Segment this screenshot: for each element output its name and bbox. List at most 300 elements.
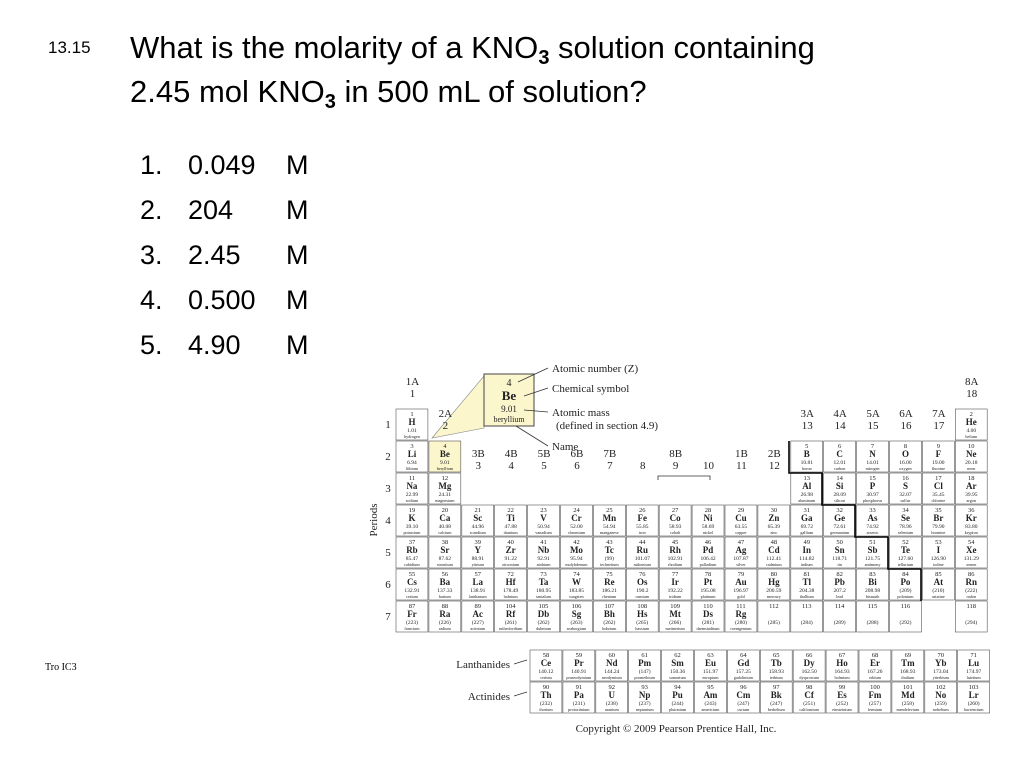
atomic-number: 10 [968, 443, 975, 450]
element-symbol: Es [837, 690, 847, 700]
group-label-letter: 6A [899, 408, 913, 420]
atomic-mass: 12.01 [833, 460, 846, 466]
atomic-number: 70 [937, 652, 944, 659]
element-name: mercury [766, 594, 781, 599]
element-symbol: U [608, 690, 615, 700]
element-symbol: F [935, 449, 942, 459]
atomic-mass: 204.38 [799, 588, 815, 594]
element-name: zinc [770, 530, 778, 535]
element-name: boron [801, 466, 812, 471]
atomic-mass: 74.92 [866, 524, 879, 530]
atomic-number: 77 [671, 571, 679, 578]
element-name: cobalt [670, 530, 681, 535]
atomic-mass: (222) [965, 588, 978, 594]
atomic-mass: 101.07 [634, 556, 650, 562]
element-name: seaborgium [566, 626, 587, 631]
element-cell [528, 601, 560, 632]
atomic-number: 4 [443, 443, 447, 450]
element-cell [890, 569, 922, 600]
element-symbol: S [902, 481, 908, 491]
atomic-mass: 10.81 [800, 460, 813, 466]
element-symbol: Ca [439, 513, 451, 523]
atomic-number: 5 [805, 443, 809, 450]
atomic-mass: (284) [800, 620, 813, 626]
element-cell [659, 601, 691, 632]
element-name: aluminum [798, 498, 816, 503]
element-symbol: As [867, 513, 878, 523]
atomic-number: 110 [703, 603, 713, 610]
group-label-letter: 5B [537, 448, 551, 460]
atomic-mass: (209) [899, 588, 912, 594]
atomic-mass: 132.91 [404, 588, 420, 594]
element-name: oxygen [899, 466, 912, 471]
atomic-mass: (289) [833, 620, 846, 626]
legend-chemical-symbol-label: Chemical symbol [552, 383, 630, 395]
element-name: gold [737, 594, 745, 599]
group-label-letter: 4A [833, 408, 847, 420]
answer-option-2[interactable]: 2. 204 M [140, 195, 309, 225]
atomic-mass: 195.08 [700, 588, 716, 594]
element-cell [396, 537, 428, 568]
element-name: silicon [834, 498, 846, 503]
atomic-number: 13 [803, 475, 810, 482]
element-name: magnesium [435, 498, 455, 503]
element-name: terbium [769, 675, 783, 680]
atomic-mass: 196.97 [733, 588, 749, 594]
element-cell [727, 650, 759, 681]
element-symbol: C [836, 449, 843, 459]
atomic-mass: 39.10 [405, 524, 419, 530]
atomic-number: 65 [773, 652, 780, 659]
element-name: rhodium [668, 562, 683, 567]
element-cell [626, 505, 658, 536]
atomic-number: 18 [968, 475, 975, 482]
atomic-mass: 168.93 [900, 669, 916, 675]
atomic-mass: 50.94 [537, 524, 550, 530]
element-cell [892, 650, 924, 681]
element-name: rubidium [404, 562, 420, 567]
atomic-mass: 83.80 [965, 524, 978, 530]
element-name: iodine [933, 562, 944, 567]
element-symbol: Dy [803, 658, 815, 668]
element-name: strontium [436, 562, 453, 567]
atomic-mass: 173.04 [933, 669, 949, 675]
group-label-number: 6 [574, 460, 580, 472]
atomic-mass: 95.94 [570, 556, 583, 562]
group-label-letter: 5A [866, 408, 880, 420]
element-cell [530, 650, 562, 681]
atomic-number: 71 [970, 652, 977, 659]
element-cell [725, 569, 757, 600]
atomic-mass: 55.85 [636, 524, 649, 530]
atomic-mass: (288) [866, 620, 879, 626]
atomic-mass: (243) [704, 701, 717, 707]
atomic-mass: 69.72 [800, 524, 813, 530]
atomic-number: 98 [805, 684, 813, 691]
element-name: lawrencium [963, 707, 984, 712]
element-cell [462, 601, 494, 632]
element-symbol: Cm [736, 690, 751, 700]
element-symbol: Bk [770, 690, 782, 700]
element-name: potassium [403, 530, 421, 535]
atomic-number: 29 [737, 507, 745, 514]
atomic-number: 12 [441, 475, 449, 482]
atomic-number: 93 [641, 684, 648, 691]
element-symbol: N [869, 449, 876, 459]
element-symbol: Ho [836, 658, 848, 668]
legend-atomic-number-label: Atomic number (Z) [552, 363, 639, 375]
element-name: roentgenium [730, 626, 752, 631]
atomic-number: 33 [869, 507, 876, 514]
element-name: uranium [604, 707, 619, 712]
element-cell [462, 537, 494, 568]
atomic-mass: (232) [539, 701, 552, 707]
atomic-mass: 88.91 [471, 556, 484, 562]
atomic-number: 99 [838, 684, 846, 691]
element-symbol: Ba [439, 577, 451, 587]
element-name: niobium [536, 562, 551, 567]
element-symbol: Eu [704, 658, 716, 668]
period-number: 5 [385, 547, 391, 559]
element-cell [758, 569, 790, 600]
element-cell [890, 441, 922, 472]
element-symbol: K [408, 513, 416, 523]
element-symbol: Cu [735, 513, 747, 523]
atomic-number: 40 [507, 539, 514, 546]
element-cell [955, 473, 987, 504]
group-label-letter: 2A [438, 408, 453, 420]
element-symbol: Pd [702, 545, 714, 555]
element-symbol: Hf [505, 577, 516, 587]
atomic-number: 50 [836, 539, 843, 546]
element-name: scandium [469, 530, 486, 535]
element-symbol: Na [406, 481, 418, 491]
element-symbol: La [472, 577, 484, 587]
element-symbol: Mt [669, 609, 681, 619]
atomic-number: 38 [441, 539, 449, 546]
element-symbol: Nb [537, 545, 550, 555]
atomic-number: 36 [968, 507, 975, 514]
element-cell [692, 601, 724, 632]
atomic-number: 48 [770, 539, 778, 546]
element-symbol: Pa [573, 690, 584, 700]
atomic-number: 69 [904, 652, 912, 659]
atomic-number: 74 [573, 571, 580, 578]
atomic-mass: 63.55 [734, 524, 748, 530]
atomic-number: 7 [870, 443, 875, 450]
atomic-mass: 183.85 [568, 588, 585, 594]
atomic-number: 41 [540, 539, 547, 546]
element-symbol: Nd [605, 658, 618, 668]
element-cell [462, 505, 494, 536]
element-symbol: Ac [472, 609, 483, 619]
atomic-number: 60 [608, 652, 615, 659]
element-symbol: H [408, 417, 416, 427]
atomic-mass: 112.41 [766, 556, 782, 562]
element-symbol: Sm [671, 658, 684, 668]
atomic-number: 39 [474, 539, 481, 546]
atomic-mass: (265) [636, 620, 649, 626]
element-symbol: Be [439, 449, 450, 459]
element-cell [596, 650, 628, 681]
atomic-number: 86 [968, 571, 975, 578]
group-label-number: 14 [834, 420, 846, 432]
element-symbol: Xe [966, 545, 977, 555]
element-cell [890, 505, 922, 536]
element-symbol: Yb [934, 658, 947, 668]
atomic-mass: (262) [603, 620, 616, 626]
atomic-number: 57 [474, 571, 481, 578]
element-symbol: Sc [473, 513, 483, 523]
group-8b-bracket [658, 476, 710, 480]
period-number: 7 [385, 611, 391, 623]
atomic-number: 42 [573, 539, 580, 546]
element-symbol: Ar [966, 481, 977, 491]
element-name: titanium [503, 530, 518, 535]
atomic-mass: (231) [572, 701, 585, 707]
atomic-mass: 58.69 [701, 524, 715, 530]
atomic-number: 22 [507, 507, 514, 514]
question-line2-text: 2.45 mol KNO [130, 74, 325, 109]
atomic-mass: 158.93 [768, 669, 784, 675]
element-cell [396, 569, 428, 600]
atomic-mass: (237) [638, 701, 651, 707]
legend-name-label: Name [552, 441, 579, 453]
element-cell [890, 537, 922, 568]
element-cell [758, 601, 790, 632]
legend-atomic-mass-label: Atomic mass [552, 407, 610, 419]
group-label-number: 12 [768, 460, 780, 472]
element-name: xenon [966, 562, 977, 567]
element-symbol: Ag [735, 545, 747, 555]
element-cell [791, 601, 823, 632]
atomic-number: 8 [903, 443, 908, 450]
atomic-mass: 47.88 [504, 524, 517, 530]
element-symbol: Rf [505, 609, 516, 619]
group-label-number: 11 [736, 460, 747, 472]
atomic-number: 84 [902, 571, 909, 578]
atomic-mass: 190.2 [636, 588, 649, 594]
element-name: radon [966, 594, 977, 599]
element-name: phosphorus [862, 498, 883, 503]
atomic-mass: 186.21 [601, 588, 617, 594]
atomic-number: 73 [540, 571, 547, 578]
answer-option-4[interactable]: 4. 0.500 M [140, 285, 309, 315]
element-cell [429, 601, 461, 632]
atomic-number: 30 [770, 507, 778, 514]
element-cell [725, 537, 757, 568]
group-label-number: 3 [475, 460, 481, 472]
atomic-mass: (247) [737, 701, 750, 707]
element-cell [857, 569, 889, 600]
answer-option-3[interactable]: 3. 2.45 M [140, 240, 309, 270]
element-name: silver [736, 562, 746, 567]
legend-callout [432, 376, 484, 438]
element-name: neon [967, 466, 976, 471]
atomic-mass: 28.09 [833, 492, 846, 498]
atomic-number: 20 [441, 507, 449, 514]
atomic-mass: (247) [770, 701, 783, 707]
element-name: bohrium [602, 626, 617, 631]
atomic-number: 89 [474, 603, 481, 610]
atomic-mass: (258) [901, 701, 914, 707]
element-cell [824, 537, 856, 568]
atomic-mass: 54.94 [603, 524, 616, 530]
element-name: erbium [869, 675, 881, 680]
atomic-number: 6 [838, 443, 842, 450]
group-label-number: 16 [900, 420, 912, 432]
element-symbol: P [869, 481, 876, 491]
atomic-mass: (147) [638, 669, 651, 675]
element-name: iridium [668, 594, 682, 599]
atomic-number: 91 [575, 684, 583, 691]
element-name: nobelium [932, 707, 949, 712]
element-name: thulium [901, 675, 915, 680]
lanthanides-label: Lanthanides [456, 659, 510, 671]
element-symbol: Gd [737, 658, 750, 668]
atomic-mass: (263) [570, 620, 583, 626]
element-name: cesium [406, 594, 418, 599]
element-cell [857, 505, 889, 536]
element-cell [824, 569, 856, 600]
element-symbol: Mn [602, 513, 617, 523]
atomic-mass: 162.50 [801, 669, 817, 675]
element-name: cadmium [766, 562, 782, 567]
atomic-mass: 1.01 [407, 428, 417, 434]
element-cell [593, 569, 625, 600]
element-name: nitrogen [865, 466, 880, 471]
atomic-mass: (210) [932, 588, 945, 594]
atomic-number: 21 [474, 507, 481, 514]
element-cell [922, 505, 954, 536]
element-symbol: Rh [669, 545, 681, 555]
element-name: curium [737, 707, 750, 712]
atomic-mass: (251) [803, 701, 816, 707]
element-cell [429, 473, 461, 504]
atomic-mass: (294) [965, 620, 978, 626]
element-cell [791, 569, 823, 600]
element-cell [396, 409, 428, 440]
element-name: tellurium [897, 562, 914, 567]
atomic-mass: 151.97 [702, 669, 719, 675]
atomic-number: 26 [639, 507, 646, 514]
element-symbol: Tb [770, 658, 782, 668]
element-name: indium [800, 562, 813, 567]
element-cell [826, 650, 858, 681]
element-symbol: Sg [571, 609, 582, 619]
atomic-number: 103 [968, 684, 979, 691]
atomic-mass: 178.49 [503, 588, 519, 594]
atomic-number: 1 [410, 411, 414, 418]
element-cell [528, 537, 560, 568]
element-cell [791, 505, 823, 536]
element-name: thallium [799, 594, 814, 599]
element-name: plutonium [668, 707, 687, 712]
element-name: selenium [897, 530, 914, 535]
element-symbol: Br [933, 513, 944, 523]
legend-symbol: Be [501, 388, 517, 403]
atomic-mass: (238) [605, 701, 618, 707]
atomic-mass: 140.91 [571, 669, 587, 675]
element-name: thorium [539, 707, 553, 712]
element-symbol: Pr [574, 658, 584, 668]
element-name: ruthenium [633, 562, 651, 567]
atomic-number: 46 [704, 539, 712, 546]
element-cell [859, 682, 891, 713]
atomic-number: 105 [538, 603, 549, 610]
element-cell [495, 601, 527, 632]
atomic-mass: (99) [604, 556, 614, 562]
group-label-number: 13 [801, 420, 813, 432]
group-label-letter: 8A [965, 376, 979, 388]
element-cell [824, 505, 856, 536]
element-name: gadolinium [733, 675, 753, 680]
element-symbol: Ni [703, 513, 713, 523]
atomic-mass: 167.26 [867, 669, 883, 675]
answer-option-5[interactable]: 5. 4.90 M [140, 330, 309, 360]
atomic-mass: 121.75 [864, 556, 881, 562]
atomic-mass: (260) [967, 701, 980, 707]
element-cell [824, 473, 856, 504]
element-cell [692, 537, 724, 568]
atomic-mass: 58.93 [668, 524, 682, 530]
element-symbol: Mo [569, 545, 583, 555]
atomic-number: 82 [836, 571, 843, 578]
element-symbol: Kr [965, 513, 977, 523]
atomic-mass: (285) [767, 620, 780, 626]
atomic-mass: 180.95 [535, 588, 552, 594]
element-symbol: Li [407, 449, 417, 459]
element-cell [925, 650, 957, 681]
atomic-number: 114 [834, 603, 845, 610]
atomic-mass: 174.97 [966, 669, 982, 675]
element-symbol: Db [537, 609, 550, 619]
element-cell [561, 569, 593, 600]
atomic-number: 118 [966, 603, 977, 610]
atomic-number: 2 [969, 411, 973, 418]
element-name: zirconium [502, 562, 520, 567]
element-symbol: Se [900, 513, 910, 523]
element-name: mendelevium [896, 707, 920, 712]
element-symbol: Er [869, 658, 880, 668]
element-name: vanadium [535, 530, 552, 535]
element-cell [495, 505, 527, 536]
element-symbol: Tl [802, 577, 812, 587]
atomic-mass: 137.33 [437, 588, 453, 594]
element-cell [662, 650, 694, 681]
atomic-number: 107 [604, 603, 615, 610]
legend-atomic-mass-note: (defined in section 4.9) [556, 420, 659, 432]
element-name: dysprosium [799, 675, 819, 680]
element-symbol: V [540, 513, 547, 523]
atomic-number: 59 [575, 652, 583, 659]
element-cell [955, 441, 987, 472]
element-symbol: Am [703, 690, 718, 700]
atomic-number: 96 [740, 684, 747, 691]
subscript-3: 3 [538, 47, 550, 69]
atomic-mass: 207.2 [833, 588, 846, 594]
element-name: einsteinium [832, 707, 852, 712]
atomic-number: 88 [441, 603, 449, 610]
atomic-mass: 22.99 [405, 492, 419, 498]
atomic-number: 72 [507, 571, 514, 578]
atomic-number: 97 [773, 684, 780, 691]
element-cell [955, 409, 987, 440]
element-cell [396, 505, 428, 536]
element-name: palladium [699, 562, 717, 567]
element-name: meitnerium [665, 626, 685, 631]
answer-option-1[interactable]: 1. 0.049 M [140, 150, 309, 180]
